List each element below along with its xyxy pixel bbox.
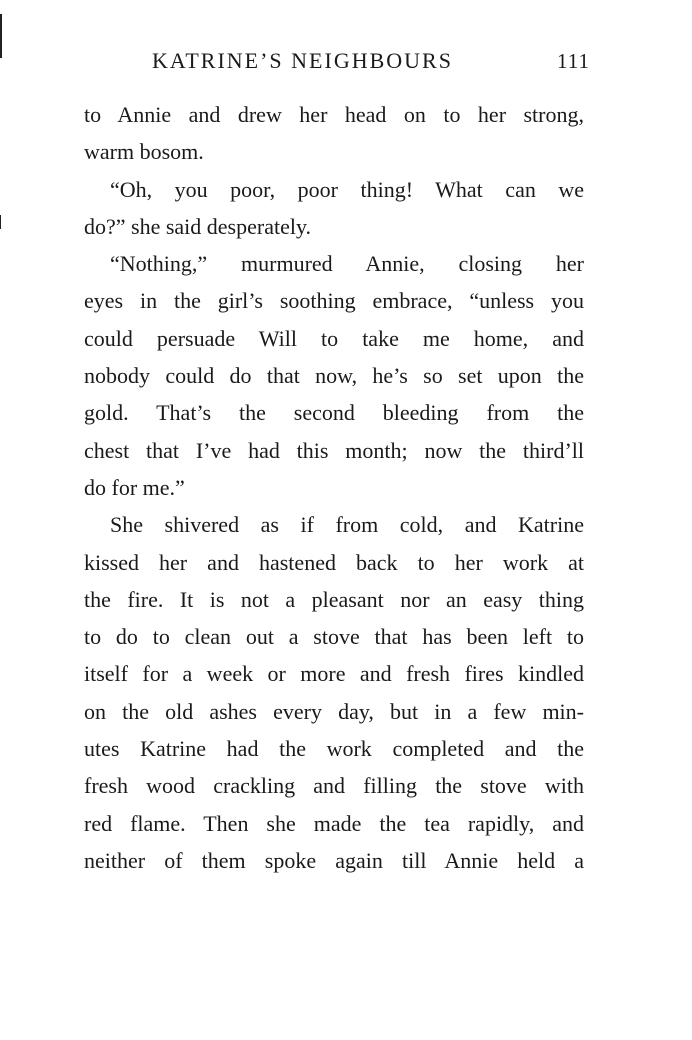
text-line: warm bosom. [84,139,204,165]
text-line: to Annie and drew her head on to her strong, [84,102,584,127]
text-line: “Nothing,” murmured Annie, closing her [110,251,584,277]
text-line: to do to clean out a stove that has been left to [84,624,584,650]
text-line: neither of them spoke again till Annie held a [84,847,584,873]
text-line: do?” she said desperately. [84,213,312,239]
text-line: kissed her and hastened back to her work at [84,549,584,575]
text-line: She shivered as if from cold, and Katrine [110,512,584,538]
text-line: chest that I’ve had this month; now the third’ll [84,437,584,463]
text-line: red flame. Then she made the tea rapidly, and [84,810,584,836]
body-text [84,96,584,879]
text-line: fresh wood crackling and filling the stove with [84,773,584,799]
page-number: 111 [557,49,590,73]
text-line: nobody could do that now, he’s so set upon the [84,363,584,389]
running-head: KATRINE’S NEIGHBOURS [152,48,453,73]
text-line: could persuade Will to take me home, and [84,325,584,351]
text-line: utes Katrine had the work completed and the [84,736,584,762]
page-header [0,48,692,84]
scan-edge-mark [0,215,1,229]
text-line: eyes in the girl’s soothing embrace, “unless you [84,288,584,314]
text-line: do for me.” [84,474,185,500]
text-line: on the old ashes every day, but in a few min- [84,698,584,724]
text-line: “Oh, you poor, poor thing! What can we [110,176,584,202]
text-line: itself for a week or more and fresh fires kindled [84,661,584,687]
text-line: gold. That’s the second bleeding from the [84,400,584,426]
text-line: the fire. It is not a pleasant nor an easy thing [84,586,584,612]
